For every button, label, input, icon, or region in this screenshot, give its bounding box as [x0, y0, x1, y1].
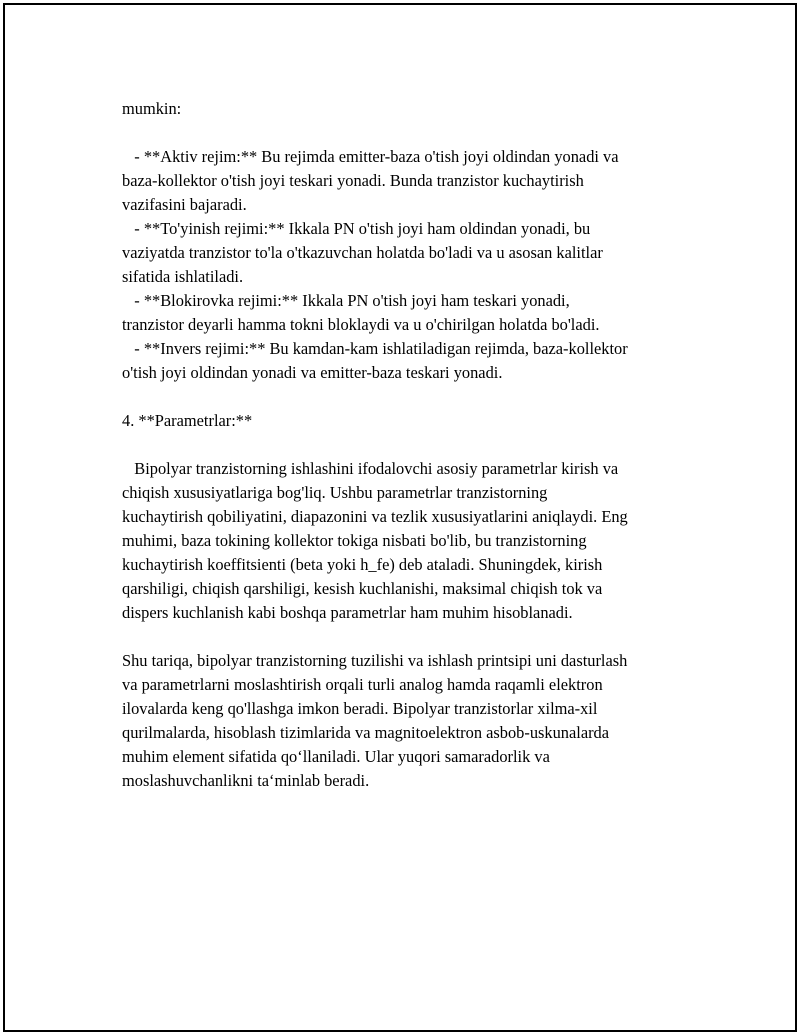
paragraph-line: Shu tariqa, bipolyar tranzistorning tuzilishi va ishlash printsipi uni dasturlash	[122, 651, 628, 670]
paragraph-line: ilovalarda keng qo'llashga imkon beradi. Bipolyar tranzistorlar xilma-xil	[122, 699, 598, 718]
blank-line	[122, 385, 712, 409]
paragraph-line: Bipolyar tranzistorning ishlashini ifodalovchi asosiy parametrlar kirish va	[122, 459, 619, 478]
blank-line	[122, 433, 712, 457]
paragraph-line: muhimi, baza tokining kollektor tokiga nisbati bo'lib, bu tranzistorning	[122, 531, 587, 550]
mode-line: sifatida ishlatiladi.	[122, 267, 244, 286]
intro-line: mumkin:	[122, 99, 182, 118]
mode-item-invers	[122, 337, 712, 385]
page-frame	[3, 3, 797, 1032]
blank-line	[122, 121, 712, 145]
conclusion-paragraph	[122, 649, 712, 793]
mode-item-blokirovka	[122, 289, 712, 337]
mode-line: vaziyatda tranzistor to'la o'tkazuvchan holatda bo'ladi va u asosan kalitlar	[122, 243, 603, 262]
paragraph-line: chiqish xususiyatlariga bog'liq. Ushbu parametrlar tranzistorning	[122, 483, 548, 502]
paragraph-line: va parametrlarni moslashtirish orqali turli analog hamda raqamli elektron	[122, 675, 603, 694]
mode-line: baza-kollektor o'tish joyi teskari yonadi. Bunda tranzistor kuchaytirish	[122, 171, 584, 190]
mode-item-aktiv	[122, 145, 712, 217]
paragraph-line: moslashuvchanlikni ta‘minlab beradi.	[122, 771, 370, 790]
mode-line: - **Invers rejimi:** Bu kamdan-kam ishlatiladigan rejimda, baza-kollektor	[122, 339, 628, 358]
paragraph-line: qarshiligi, chiqish qarshiligi, kesish kuchlanishi, maksimal chiqish tok va	[122, 579, 603, 598]
paragraph-line: muhim element sifatida qo‘llaniladi. Ular yuqori samaradorlik va	[122, 747, 550, 766]
mode-line: - **Aktiv rejim:** Bu rejimda emitter-baza o'tish joyi oldindan yonadi va	[122, 147, 619, 166]
paragraph-line: kuchaytirish qobiliyatini, diapazonini va tezlik xususiyatlarini aniqlaydi. Eng	[122, 507, 628, 526]
paragraph-line: qurilmalarda, hisoblash tizimlarida va magnitoelektron asbob-uskunalarda	[122, 723, 610, 742]
mode-line: o'tish joyi oldindan yonadi va emitter-baza teskari yonadi.	[122, 363, 503, 382]
parameters-paragraph	[122, 457, 712, 625]
mode-line: - **To'yinish rejimi:** Ikkala PN o'tish joyi ham oldindan yonadi, bu	[122, 219, 591, 238]
paragraph-line: kuchaytirish koeffitsienti (beta yoki h_fe) deb ataladi. Shuningdek, kirish	[122, 555, 603, 574]
section-heading: 4. **Parametrlar:**	[122, 411, 253, 430]
document-body	[122, 97, 712, 793]
blank-line	[122, 625, 712, 649]
mode-line: vazifasini bajaradi.	[122, 195, 247, 214]
mode-line: tranzistor deyarli hamma tokni bloklaydi va u o'chirilgan holatda bo'ladi.	[122, 315, 600, 334]
mode-item-toyinish	[122, 217, 712, 289]
paragraph-line: dispers kuchlanish kabi boshqa parametrlar ham muhim hisoblanadi.	[122, 603, 573, 622]
mode-line: - **Blokirovka rejimi:** Ikkala PN o'tish joyi ham teskari yonadi,	[122, 291, 570, 310]
